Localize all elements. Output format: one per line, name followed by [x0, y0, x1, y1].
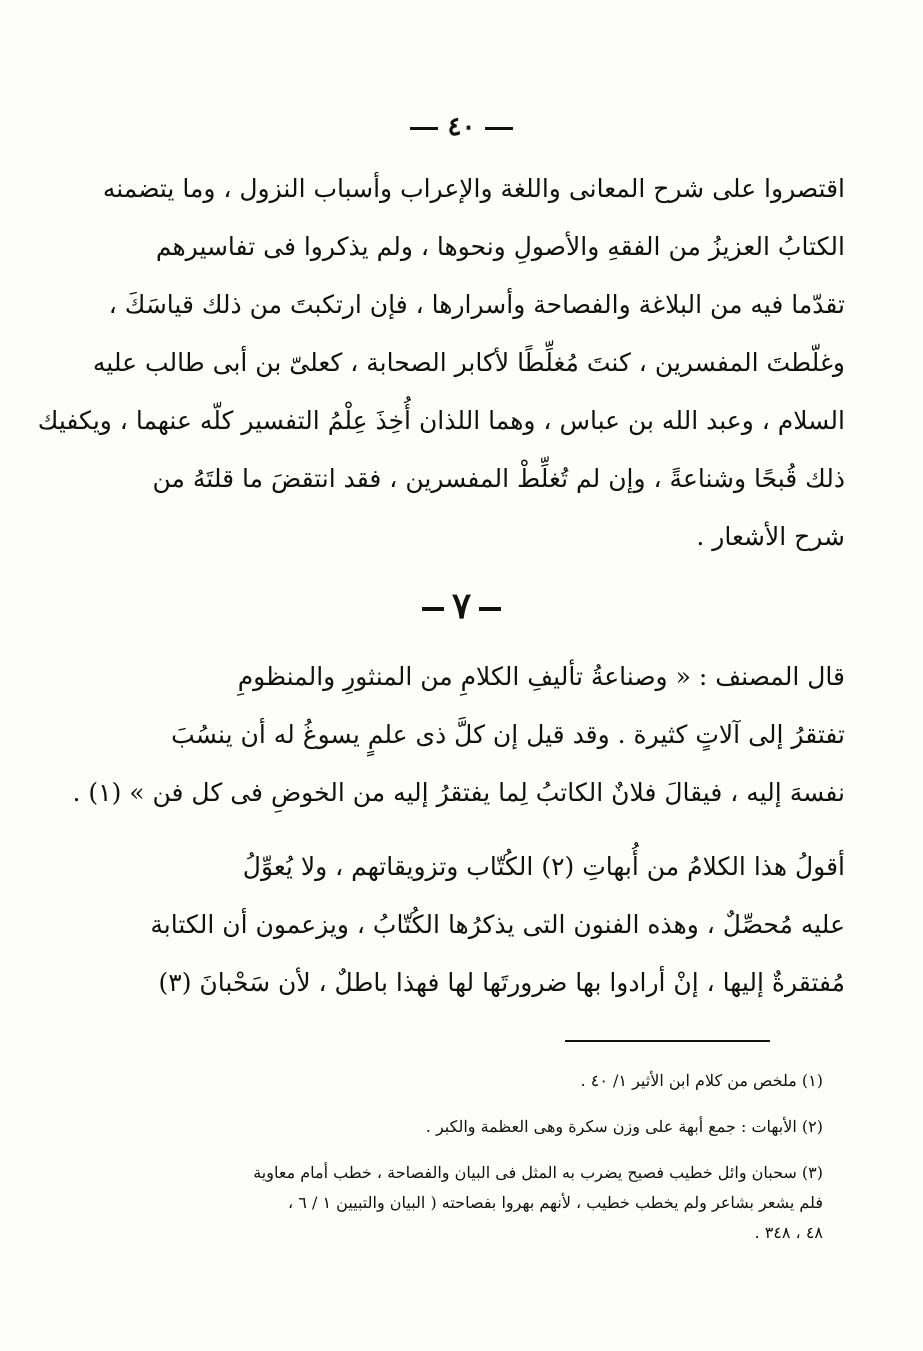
section-dash-left [422, 607, 444, 611]
page-number-dash-right [485, 127, 513, 130]
text-line: اقتصروا على شرح المعانى واللغة والإعراب وأسباب النزول ، وما يتضمنه [102, 174, 845, 203]
text-line: مُفتقرةٌ إليها ، إنْ أرادوا بها ضرورتَها لها فهذا باطلٌ ، لأن سَحْبانَ (٣) [158, 968, 845, 997]
text-line: السلام ، وعبد الله بن عباس ، وهما اللذان أُخِذَ عِلْمُ التفسير كلّه عنهما ، ويكفيك [37, 406, 845, 435]
paragraph-continuation [37, 160, 845, 566]
text-line: أقولُ هذا الكلامُ من أُبهاتِ (٢) الكُتّاب وتزويقاتهم ، ولا يُعوِّلُ [242, 852, 845, 881]
text-line: الكتابُ العزيزُ من الفقهِ والأصولِ ونحوها ، ولم يذكروا فى تفاسيرهم [155, 232, 845, 261]
paragraph-quote [72, 648, 845, 822]
footnote-1: (١) ملخص من كلام ابن الأثير ١/ ٤٠ . [580, 1071, 823, 1090]
section-heading [0, 585, 923, 627]
page-number-text: ٤٠ [447, 112, 476, 142]
text-line: نفسهَ إليه ، فيقالَ فلانٌ الكاتبُ لِما يفتقرُ إليه من الخوضِ فى كل فن » (١) . [72, 778, 845, 807]
text-line: وغلّطتَ المفسرين ، كنتَ مُغلِّطًا لأكابر الصحابة ، كعلىّ بن أبى طالب عليه [92, 348, 845, 377]
footnote-3-line: فلم يشعر بشاعر ولم يخطب خطيب ، لأنهم بهروا بفصاحته ( البيان والتبيين ١ / ٦ ، [288, 1193, 823, 1212]
text-line: تقدّما فيه من البلاغة والفصاحة وأسرارها ، فإن ارتكبتَ من ذلك قياسَكَ ، [108, 290, 845, 319]
footnote-3-line: (٣) سحبان وائل خطيب فصيح يضرب به المثل فى البيان والفصاحة ، خطب أمام معاوية [253, 1163, 823, 1182]
footnote-divider [565, 1040, 770, 1042]
footnotes [123, 1066, 823, 1248]
paragraph-commentary [150, 838, 845, 1012]
text-line: عليه مُحصِّلٌ ، وهذه الفنون التى يذكرُها الكُتّابُ ، ويزعمون أن الكتابة [150, 910, 845, 939]
section-dash-right [479, 607, 501, 611]
text-line: شرح الأشعار . [696, 522, 845, 551]
page-number [0, 112, 923, 142]
text-line: تفتقرُ إلى آلاتٍ كثيرة . وقد قيل إن كلَّ ذى علمٍ يسوغُ له أن ينسُبَ [171, 720, 845, 749]
text-line: ذلك قُبحًا وشناعةً ، وإن لم تُغلِّطْ المفسرين ، فقد انتقضَ ما قلتَهُ من [152, 464, 845, 493]
footnote-3-line: ٤٨ ، ٣٤٨ . [754, 1223, 823, 1242]
page-number-dash-left [410, 127, 438, 130]
text-line: قال المصنف : « وصناعةُ تأليفِ الكلامِ من المنثورِ والمنظومِ [237, 662, 845, 691]
footnote-2: (٢) الأبهات : جمع أبهة على وزن سكرة وهى العظمة والكبر . [425, 1117, 823, 1136]
section-number: ٧ [451, 585, 472, 627]
